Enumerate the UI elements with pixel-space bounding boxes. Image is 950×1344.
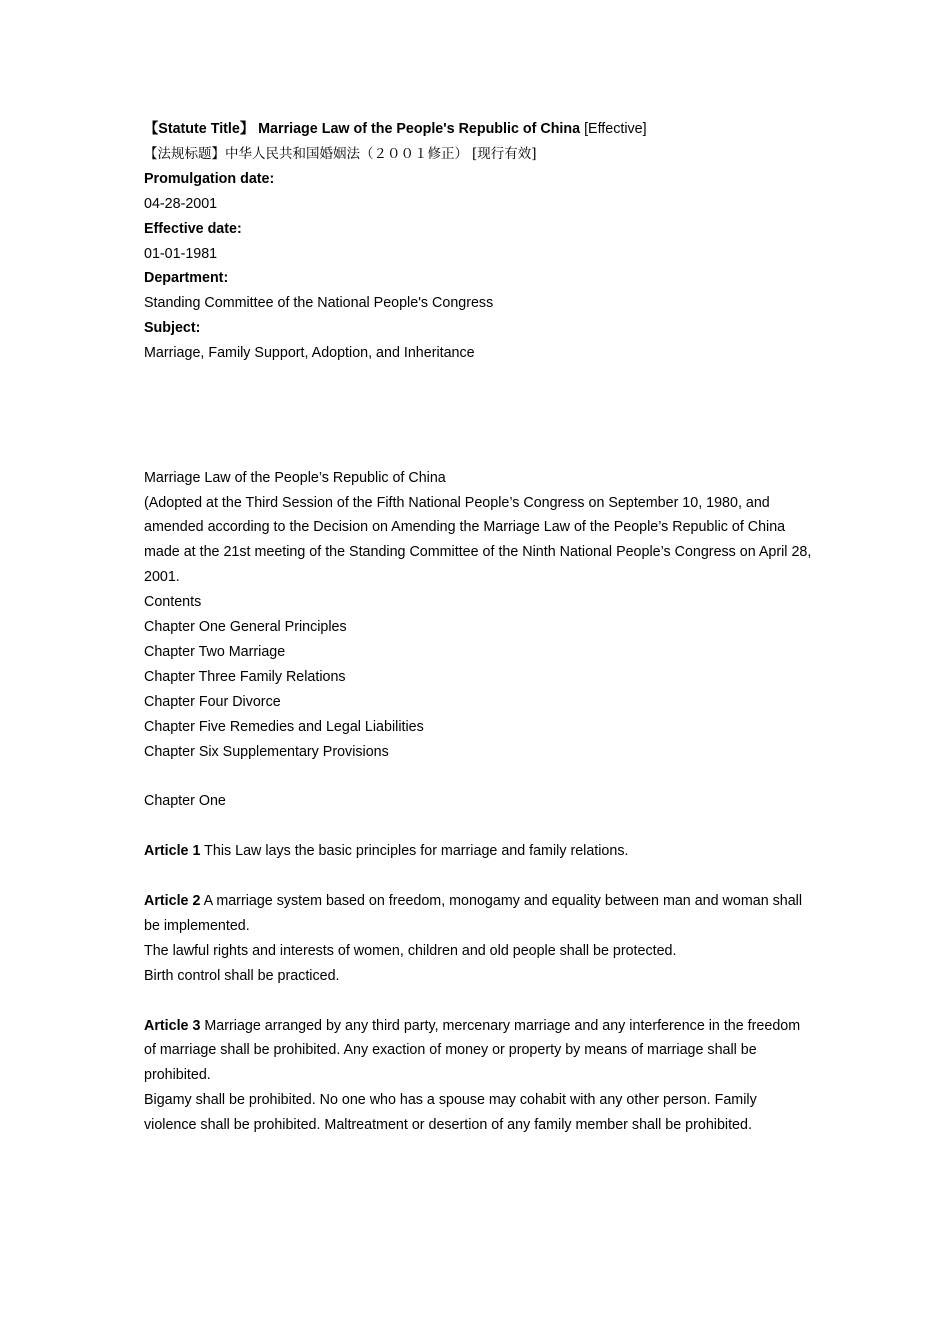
article-2-label: Article 2	[144, 893, 201, 910]
contents-chapter-6: Chapter Six Supplementary Provisions	[144, 743, 389, 760]
document-page	[144, 117, 824, 1138]
department-value: Standing Committee of the National People's Congress	[144, 295, 494, 312]
article-3-line-1	[144, 1014, 824, 1039]
adoption-note-line-3: made at the 21st meeting of the Standing Committee of the Ninth National People’s Congress on April 28,	[144, 544, 812, 561]
article-2-line-1	[144, 889, 824, 914]
contents-chapter-3: Chapter Three Family Relations	[144, 668, 346, 685]
effective-label: Effective date:	[144, 220, 242, 237]
spacer	[144, 366, 824, 466]
subject-value: Marriage, Family Support, Adoption, and Inheritance	[144, 345, 475, 362]
article-3-line-4: Bigamy shall be prohibited. No one who has a spouse may cohabit with any other person. Family	[144, 1092, 757, 1109]
subject-label: Subject:	[144, 320, 201, 337]
article-2-line-3: The lawful rights and interests of women, children and old people shall be protected.	[144, 942, 677, 959]
statute-title-line	[144, 117, 824, 142]
article-2-line-2: be implemented.	[144, 917, 250, 934]
chapter-heading: Chapter One	[144, 793, 226, 810]
contents-chapter-1: Chapter One General Principles	[144, 619, 347, 636]
statute-title: Marriage Law of the People's Republic of China	[258, 121, 581, 137]
article-3-text: Marriage arranged by any third party, mercenary marriage and any interference in the freedom	[200, 1017, 801, 1034]
contents-label: Contents	[144, 594, 202, 611]
article-1-label: Article 1	[144, 843, 201, 860]
article-3-line-3: prohibited.	[144, 1067, 211, 1084]
adoption-note-line-1: (Adopted at the Third Session of the Fifth National People’s Congress on September 10, 1980, and	[144, 494, 770, 511]
spacer	[144, 864, 824, 889]
adoption-note-line-2: amended according to the Decision on Amending the Marriage Law of the People’s Republic of China	[144, 519, 786, 536]
promulgation-label: Promulgation date:	[144, 170, 275, 187]
spacer	[144, 989, 824, 1014]
article-1-text: This Law lays the basic principles for marriage and family relations.	[200, 843, 629, 860]
contents-chapter-5: Chapter Five Remedies and Legal Liabilities	[144, 718, 424, 735]
promulgation-date: 04-28-2001	[144, 195, 218, 212]
spacer	[144, 765, 824, 790]
adoption-note-line-4: 2001.	[144, 569, 180, 586]
chinese-title: 中华人民共和国婚姻法（２００１修正）	[225, 145, 468, 162]
law-title: Marriage Law of the People’s Republic of China	[144, 469, 446, 486]
statute-title-label: 【Statute Title】	[144, 121, 255, 137]
article-2-text: A marriage system based on freedom, monogamy and equality between man and woman shall	[200, 893, 803, 910]
article-3-line-5: violence shall be prohibited. Maltreatment or desertion of any family member shall be prohibited.	[144, 1117, 752, 1134]
article-2-line-4: Birth control shall be practiced.	[144, 967, 340, 984]
article-3-label: Article 3	[144, 1017, 201, 1034]
effective-date: 01-01-1981	[144, 245, 218, 262]
article-1	[144, 839, 824, 864]
status-badge: [Effective]	[584, 121, 647, 137]
chinese-title-label: 【法规标题】	[144, 145, 225, 162]
article-3-line-2: of marriage shall be prohibited. Any exaction of money or property by means of marriage shall be	[144, 1042, 757, 1059]
contents-chapter-4: Chapter Four Divorce	[144, 693, 281, 710]
contents-chapter-2: Chapter Two Marriage	[144, 644, 286, 660]
spacer	[144, 814, 824, 839]
department-label: Department:	[144, 270, 229, 287]
chinese-status: [现行有效]	[471, 145, 537, 162]
chinese-title-line	[144, 142, 824, 167]
